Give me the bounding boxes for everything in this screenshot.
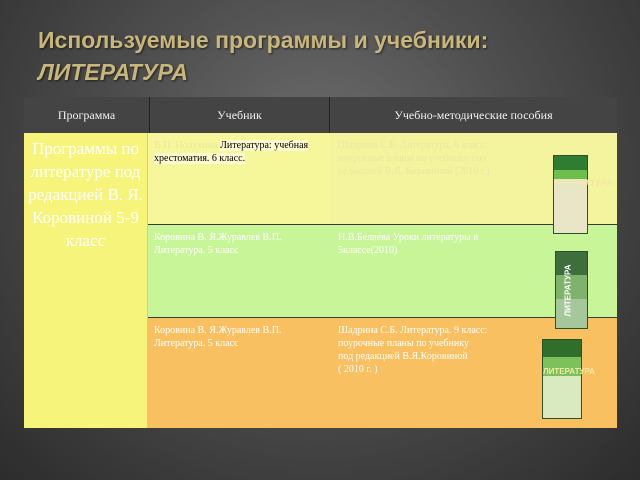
- manual-line: ( 2010 г. ): [338, 364, 378, 375]
- textbook-prefix: В.П. Полухина: [154, 140, 218, 151]
- manual-line: под редакцией В.Я.Коровиной: [338, 351, 468, 362]
- table-row-1-textbook: [148, 133, 330, 224]
- book-cover-image: [555, 251, 588, 329]
- textbook-title: Литература: учебная хрестоматия. 6 класс.: [154, 140, 309, 164]
- table-row-3-textbook: Коровина В. Я.Журавлев В.П. Литература. 5 класс: [148, 318, 330, 428]
- book-cover-title: ЛИТЕРАТУРА: [563, 264, 573, 317]
- book-cover-title: ЛИТЕРАТУРА: [554, 178, 613, 188]
- book-cover-image: [553, 155, 613, 234]
- header-manuals: Учебно-методические пособия: [330, 97, 617, 133]
- book-cover-title: ЛИТЕРАТУРА: [543, 367, 595, 376]
- book-cover-image: [542, 339, 595, 419]
- title-line-2: ЛИТЕРАТУРА: [38, 59, 189, 85]
- header-textbook: Учебник: [150, 97, 330, 133]
- title-line-1: Используемые программы и учебники:: [38, 27, 489, 53]
- manual-line: поурочные планы по учебнику: [338, 338, 469, 349]
- programs-table: [24, 97, 617, 428]
- page-title: [38, 24, 628, 88]
- header-program: Программа: [24, 97, 150, 133]
- manual-line: Шадрина С.Б. Литература. 9 класс:: [338, 325, 488, 336]
- table-row-2-textbook: Коровина В. Я.Журавлев В.П. Литература. 5 класс: [148, 225, 330, 317]
- program-cell: Программы по литературе под редакцией В. Я. Коровиной 5-9 класс: [24, 133, 148, 428]
- manual-text: Н.В.Беляева Уроки литературы в 5классе(2010): [338, 232, 479, 256]
- manual-text: Шадрина С.Б. Литература. 6 класс: поурочные планы по учебнику под редакцией В.Я. Коровиной (2010 г.): [338, 140, 490, 177]
